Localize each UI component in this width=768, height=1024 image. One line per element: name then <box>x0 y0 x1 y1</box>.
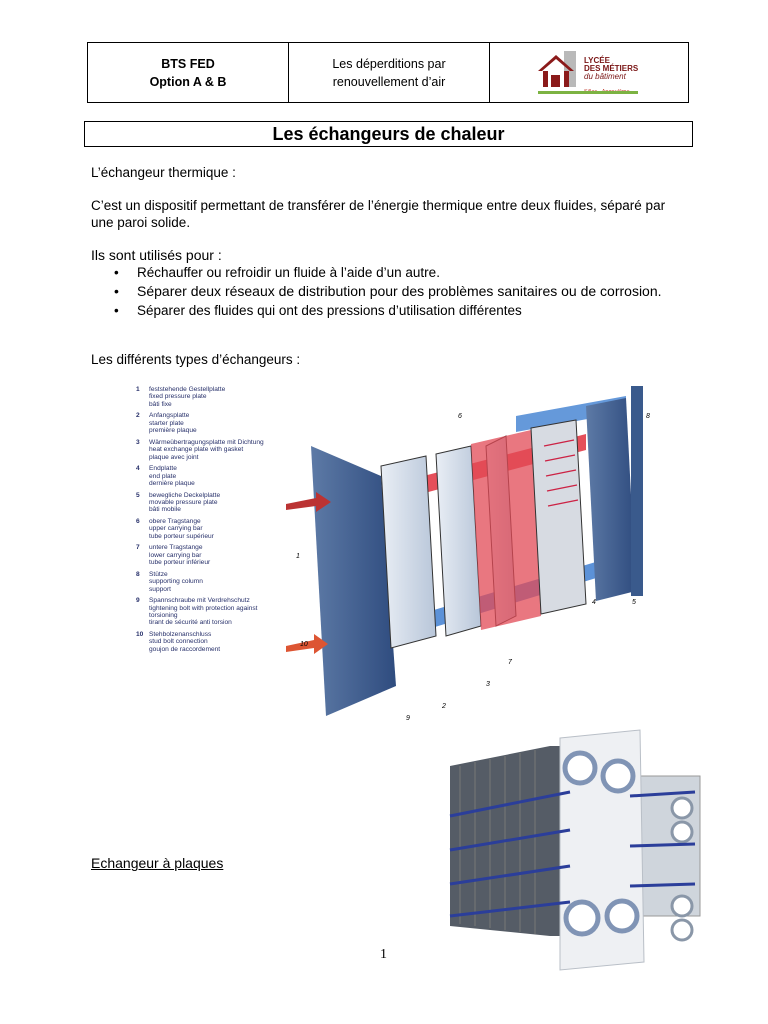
exploded-view-illustration <box>286 386 656 722</box>
callout-6: 6 <box>458 413 462 420</box>
legend-item <box>136 518 286 540</box>
legend-number: 3 <box>136 438 140 446</box>
legend-item <box>136 571 286 593</box>
uses-label: Ils sont utilisés pour : <box>91 247 222 263</box>
legend-number: 1 <box>136 386 140 393</box>
legend-number: 5 <box>136 491 140 499</box>
uses-list <box>91 264 697 321</box>
logo-line-1: LYCÉE <box>584 55 610 65</box>
header-topic-line2: renouvellement d’air <box>332 74 446 89</box>
legend-item <box>136 386 286 408</box>
legend-item <box>136 492 286 514</box>
callout-9: 9 <box>406 715 410 722</box>
plate-exchanger-label: Echangeur à plaques <box>91 855 224 871</box>
page-number: 1 <box>380 947 387 962</box>
legend-item <box>136 412 286 434</box>
header-course-line1: BTS FED <box>161 56 215 71</box>
callout-1: 1 <box>296 553 300 560</box>
legend-label: Stütze supporting column support <box>149 570 203 593</box>
legend-number: 6 <box>136 518 140 526</box>
logo-line-3: du bâtiment <box>584 71 626 81</box>
legend-label: Wärmeübertragungsplatte mit Dichtung heat exchange plate with gasket plaque avec joint <box>149 438 264 461</box>
callout-7: 7 <box>508 659 512 666</box>
legend-number: 10 <box>136 631 144 639</box>
page-title: Les échangeurs de chaleur <box>84 121 693 147</box>
types-label: Les différents types d’échangeurs : <box>91 352 301 367</box>
logo-green-line <box>538 91 638 94</box>
legend-number: 8 <box>136 570 140 578</box>
list-item: • Séparer des fluides qui ont des pressions d’utilisation différentes <box>137 302 697 319</box>
header-logo-cell <box>490 43 688 102</box>
legend-label: untere Tragstange lower carrying bar tube porteur inférieur <box>149 544 211 567</box>
header-topic <box>289 43 490 102</box>
header-course-line2: Option A & B <box>149 74 227 89</box>
legend-item <box>136 544 286 566</box>
legend-item <box>136 465 286 487</box>
legend-label: bewegliche Deckelplatte movable pressure plate bâti mobile <box>149 491 221 514</box>
plate-exchanger-photo <box>420 726 718 972</box>
list-item: • Réchauffer ou refroidir un fluide à l’aide d’un autre. <box>137 264 697 281</box>
callout-4: 4 <box>592 599 596 606</box>
legend-item <box>136 631 286 653</box>
callout-3: 3 <box>486 681 490 688</box>
legend-label: Stehbolzenanschluss stud bolt connection goujon de raccordement <box>149 631 221 653</box>
legend-label: feststehende Gestellplatte fixed pressure plate bâti fixe <box>149 386 226 408</box>
list-item: • Séparer deux réseaux de distribution pour des problèmes sanitaires ou de corrosion. <box>137 283 697 300</box>
legend-number: 9 <box>136 597 140 605</box>
legend-label: Endplatte end plate dernière plaque <box>149 465 195 488</box>
legend-number: 4 <box>136 465 140 473</box>
callout-2: 2 <box>442 703 446 710</box>
header-table <box>87 42 689 103</box>
plate-exchanger-diagram <box>136 386 656 722</box>
header-topic-line1: Les déperditions par <box>332 56 446 71</box>
header-course <box>88 43 289 102</box>
legend-number: 7 <box>136 544 140 552</box>
legend-label: obere Tragstange upper carrying bar tube porteur supérieur <box>149 518 214 540</box>
legend-label: Anfangsplatte starter plate première plaque <box>149 412 197 435</box>
diagram-legend <box>136 386 286 657</box>
legend-item <box>136 439 286 461</box>
definition-text: C’est un dispositif permettant de transférer de l’énergie thermique entre deux fluides, séparé par une paroi solide. <box>91 198 666 230</box>
school-logo <box>534 49 644 97</box>
logo-line-2: DES MÉTIERS <box>584 63 639 73</box>
callout-10: 10 <box>300 641 308 648</box>
intro-label: L’échangeur thermique : <box>91 165 236 180</box>
legend-item <box>136 597 286 627</box>
logo-text <box>584 57 638 81</box>
callout-8: 8 <box>646 413 650 420</box>
legend-label: Spannschraube mit Verdrehschutz tightening bolt with protection against torsioning tirant de sécurité anti torsion <box>149 597 258 627</box>
house-logo-icon <box>534 49 584 93</box>
callout-5: 5 <box>632 599 636 606</box>
legend-number: 2 <box>136 412 140 420</box>
